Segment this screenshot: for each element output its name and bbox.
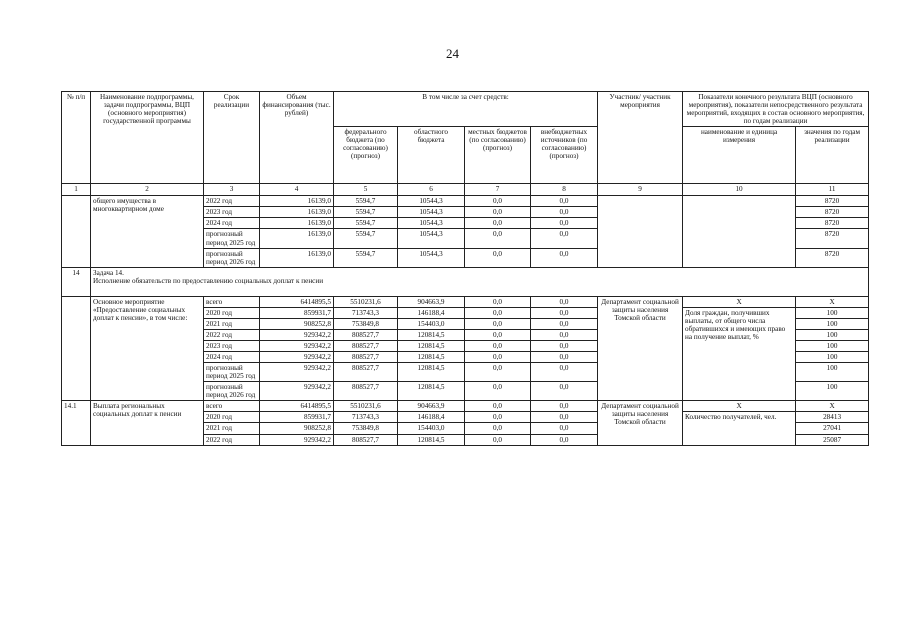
page-number: 24	[446, 46, 459, 61]
row-participant: Департамент социальной защиты населения Томской области	[598, 296, 683, 401]
row-extrabudget: 0,0	[531, 423, 598, 434]
row-value: 8720	[796, 248, 869, 267]
row-federal: 5510231,6	[334, 401, 398, 412]
table-row	[62, 296, 869, 307]
row-federal: 5594,7	[334, 196, 398, 207]
hdr-term: Срок реализации	[204, 92, 260, 184]
row-federal: 808527,7	[334, 382, 398, 401]
row-regional: 120814,5	[398, 382, 465, 401]
row-federal: 808527,7	[334, 363, 398, 382]
row-value: 100	[796, 329, 869, 340]
row-local: 0,0	[465, 307, 531, 318]
row-regional: 904663,9	[398, 296, 465, 307]
row-regional: 10544,3	[398, 196, 465, 207]
row-number	[62, 296, 91, 401]
column-number: 1	[62, 184, 91, 196]
row-total: 929342,2	[260, 363, 334, 382]
column-number: 11	[796, 184, 869, 196]
column-number: 6	[398, 184, 465, 196]
row-federal: 753849,8	[334, 318, 398, 329]
row-total: 859931,7	[260, 412, 334, 423]
column-numbers-row	[62, 184, 869, 196]
row-extrabudget: 0,0	[531, 412, 598, 423]
row-value: 27041	[796, 423, 869, 434]
row-local: 0,0	[465, 296, 531, 307]
column-number: 4	[260, 184, 334, 196]
row-federal: 808527,7	[334, 340, 398, 351]
row-term: 2023 год	[204, 340, 260, 351]
row-indicator-name	[683, 196, 796, 267]
row-regional: 120814,5	[398, 352, 465, 363]
row-indicator-x: Х	[683, 296, 796, 307]
column-number: 3	[204, 184, 260, 196]
row-term: всего	[204, 401, 260, 412]
hdr-including: В том числе за счет средств:	[334, 92, 598, 127]
row-local: 0,0	[465, 352, 531, 363]
row-regional: 120814,5	[398, 434, 465, 445]
row-participant	[598, 196, 683, 267]
row-local: 0,0	[465, 329, 531, 340]
row-regional: 10544,3	[398, 229, 465, 248]
hdr-extrabudget: внебюджетных источников (по согласованию) (прогноз)	[531, 127, 598, 184]
row-extrabudget: 0,0	[531, 229, 598, 248]
task-number: 14	[62, 267, 91, 296]
row-regional: 120814,5	[398, 329, 465, 340]
row-indicator-name: Количество получателей, чел.	[683, 412, 796, 445]
row-extrabudget: 0,0	[531, 401, 598, 412]
row-value: Х	[796, 401, 869, 412]
row-regional: 146188,4	[398, 307, 465, 318]
row-term: 2022 год	[204, 196, 260, 207]
row-value: 100	[796, 382, 869, 401]
column-number: 5	[334, 184, 398, 196]
column-number: 9	[598, 184, 683, 196]
row-extrabudget: 0,0	[531, 218, 598, 229]
row-extrabudget: 0,0	[531, 196, 598, 207]
row-local: 0,0	[465, 318, 531, 329]
row-regional: 146188,4	[398, 412, 465, 423]
row-regional: 154403,0	[398, 423, 465, 434]
table-row	[62, 196, 869, 207]
row-federal: 5594,7	[334, 218, 398, 229]
column-number: 2	[91, 184, 204, 196]
row-value: 100	[796, 363, 869, 382]
row-local: 0,0	[465, 412, 531, 423]
row-federal: 808527,7	[334, 434, 398, 445]
hdr-volume: Объем финансирования (тыс. рублей)	[260, 92, 334, 184]
row-value: 8720	[796, 207, 869, 218]
row-regional: 10544,3	[398, 248, 465, 267]
row-term: 2020 год	[204, 412, 260, 423]
row-total: 929342,2	[260, 340, 334, 351]
row-name: Выплата региональных социальных доплат к пенсии	[91, 401, 204, 445]
row-indicator-x: Х	[683, 401, 796, 412]
hdr-ind-value: значения по годам реализации	[796, 127, 869, 184]
row-extrabudget: 0,0	[531, 352, 598, 363]
row-extrabudget: 0,0	[531, 382, 598, 401]
row-local: 0,0	[465, 248, 531, 267]
hdr-name: Наименование подпрограммы, задачи подпрограммы, ВЦП (основного мероприятия) государственной программы	[91, 92, 204, 184]
row-extrabudget: 0,0	[531, 340, 598, 351]
row-total: 859931,7	[260, 307, 334, 318]
row-total: 16139,0	[260, 218, 334, 229]
row-local: 0,0	[465, 218, 531, 229]
row-regional: 120814,5	[398, 340, 465, 351]
row-local: 0,0	[465, 382, 531, 401]
row-federal: 5594,7	[334, 229, 398, 248]
column-number: 10	[683, 184, 796, 196]
row-term: прогнозный период 2026 год	[204, 248, 260, 267]
row-name: общего имущества в многоквартирном доме	[91, 196, 204, 267]
row-local: 0,0	[465, 434, 531, 445]
row-term: 2022 год	[204, 434, 260, 445]
row-federal: 5594,7	[334, 248, 398, 267]
row-value: 25087	[796, 434, 869, 445]
row-name: Основное мероприятие «Предоставление социальных доплат к пенсии», в том числе:	[91, 296, 204, 401]
row-federal: 753849,8	[334, 423, 398, 434]
row-total: 16139,0	[260, 207, 334, 218]
row-extrabudget: 0,0	[531, 296, 598, 307]
row-local: 0,0	[465, 401, 531, 412]
hdr-local: местных бюджетов (по согласованию) (прогноз)	[465, 127, 531, 184]
row-value: 8720	[796, 218, 869, 229]
row-value: 8720	[796, 229, 869, 248]
row-term: прогнозный период 2026 год	[204, 382, 260, 401]
row-local: 0,0	[465, 196, 531, 207]
row-federal: 808527,7	[334, 352, 398, 363]
row-value: 8720	[796, 196, 869, 207]
row-regional: 154403,0	[398, 318, 465, 329]
row-indicator-name: Доля граждан, получивших выплаты, от общего числа обратившихся и имеющих право на получение выплат, %	[683, 307, 796, 401]
row-term: 2022 год	[204, 329, 260, 340]
row-local: 0,0	[465, 423, 531, 434]
row-total: 16139,0	[260, 229, 334, 248]
row-federal: 713743,3	[334, 412, 398, 423]
row-extrabudget: 0,0	[531, 248, 598, 267]
row-total: 929342,2	[260, 329, 334, 340]
row-total: 6414895,5	[260, 296, 334, 307]
row-extrabudget: 0,0	[531, 307, 598, 318]
row-regional: 10544,3	[398, 207, 465, 218]
row-local: 0,0	[465, 229, 531, 248]
row-value: 100	[796, 318, 869, 329]
row-term: 2024 год	[204, 352, 260, 363]
table-row	[62, 401, 869, 412]
row-total: 16139,0	[260, 196, 334, 207]
row-term: прогнозный период 2025 год	[204, 363, 260, 382]
row-extrabudget: 0,0	[531, 329, 598, 340]
row-regional: 10544,3	[398, 218, 465, 229]
row-total: 929342,2	[260, 352, 334, 363]
row-federal: 713743,3	[334, 307, 398, 318]
row-total: 929342,2	[260, 434, 334, 445]
row-total: 908252,8	[260, 318, 334, 329]
task-title: Задача 14. Исполнение обязательств по предоставлению социальных доплат к пенсии	[91, 267, 869, 296]
row-extrabudget: 0,0	[531, 207, 598, 218]
row-term: прогнозный период 2025 год	[204, 229, 260, 248]
hdr-indicators: Показатели конечного результата ВЦП (основного мероприятия), показатели непосредственного результата мероприятий, входящих в состав основного мероприятия, по годам реализации	[683, 92, 869, 127]
row-number	[62, 196, 91, 267]
row-value: 100	[796, 340, 869, 351]
row-extrabudget: 0,0	[531, 318, 598, 329]
column-number: 7	[465, 184, 531, 196]
hdr-federal: федерального бюджета (по согласованию) (прогноз)	[334, 127, 398, 184]
row-local: 0,0	[465, 363, 531, 382]
row-federal: 808527,7	[334, 329, 398, 340]
row-term: всего	[204, 296, 260, 307]
row-extrabudget: 0,0	[531, 434, 598, 445]
program-table	[61, 91, 869, 446]
hdr-ind-name: наименование и единица измерения	[683, 127, 796, 184]
row-local: 0,0	[465, 207, 531, 218]
row-term: 2021 год	[204, 318, 260, 329]
hdr-num: № п/п	[62, 92, 91, 184]
row-value: Х	[796, 296, 869, 307]
row-term: 2020 год	[204, 307, 260, 318]
row-value: 100	[796, 352, 869, 363]
row-term: 2021 год	[204, 423, 260, 434]
hdr-regional: областного бюджета	[398, 127, 465, 184]
row-federal: 5594,7	[334, 207, 398, 218]
task-row	[62, 267, 869, 296]
row-number: 14.1	[62, 401, 91, 445]
column-number: 8	[531, 184, 598, 196]
row-term: 2023 год	[204, 207, 260, 218]
row-term: 2024 год	[204, 218, 260, 229]
hdr-participant: Участник/ участник мероприятия	[598, 92, 683, 184]
row-participant: Департамент социальной защиты населения Томской области	[598, 401, 683, 445]
row-value: 28413	[796, 412, 869, 423]
row-total: 16139,0	[260, 248, 334, 267]
row-total: 6414895,5	[260, 401, 334, 412]
row-value: 100	[796, 307, 869, 318]
row-local: 0,0	[465, 340, 531, 351]
row-regional: 904663,9	[398, 401, 465, 412]
row-regional: 120814,5	[398, 363, 465, 382]
row-total: 908252,8	[260, 423, 334, 434]
row-federal: 5510231,6	[334, 296, 398, 307]
row-extrabudget: 0,0	[531, 363, 598, 382]
row-total: 929342,2	[260, 382, 334, 401]
